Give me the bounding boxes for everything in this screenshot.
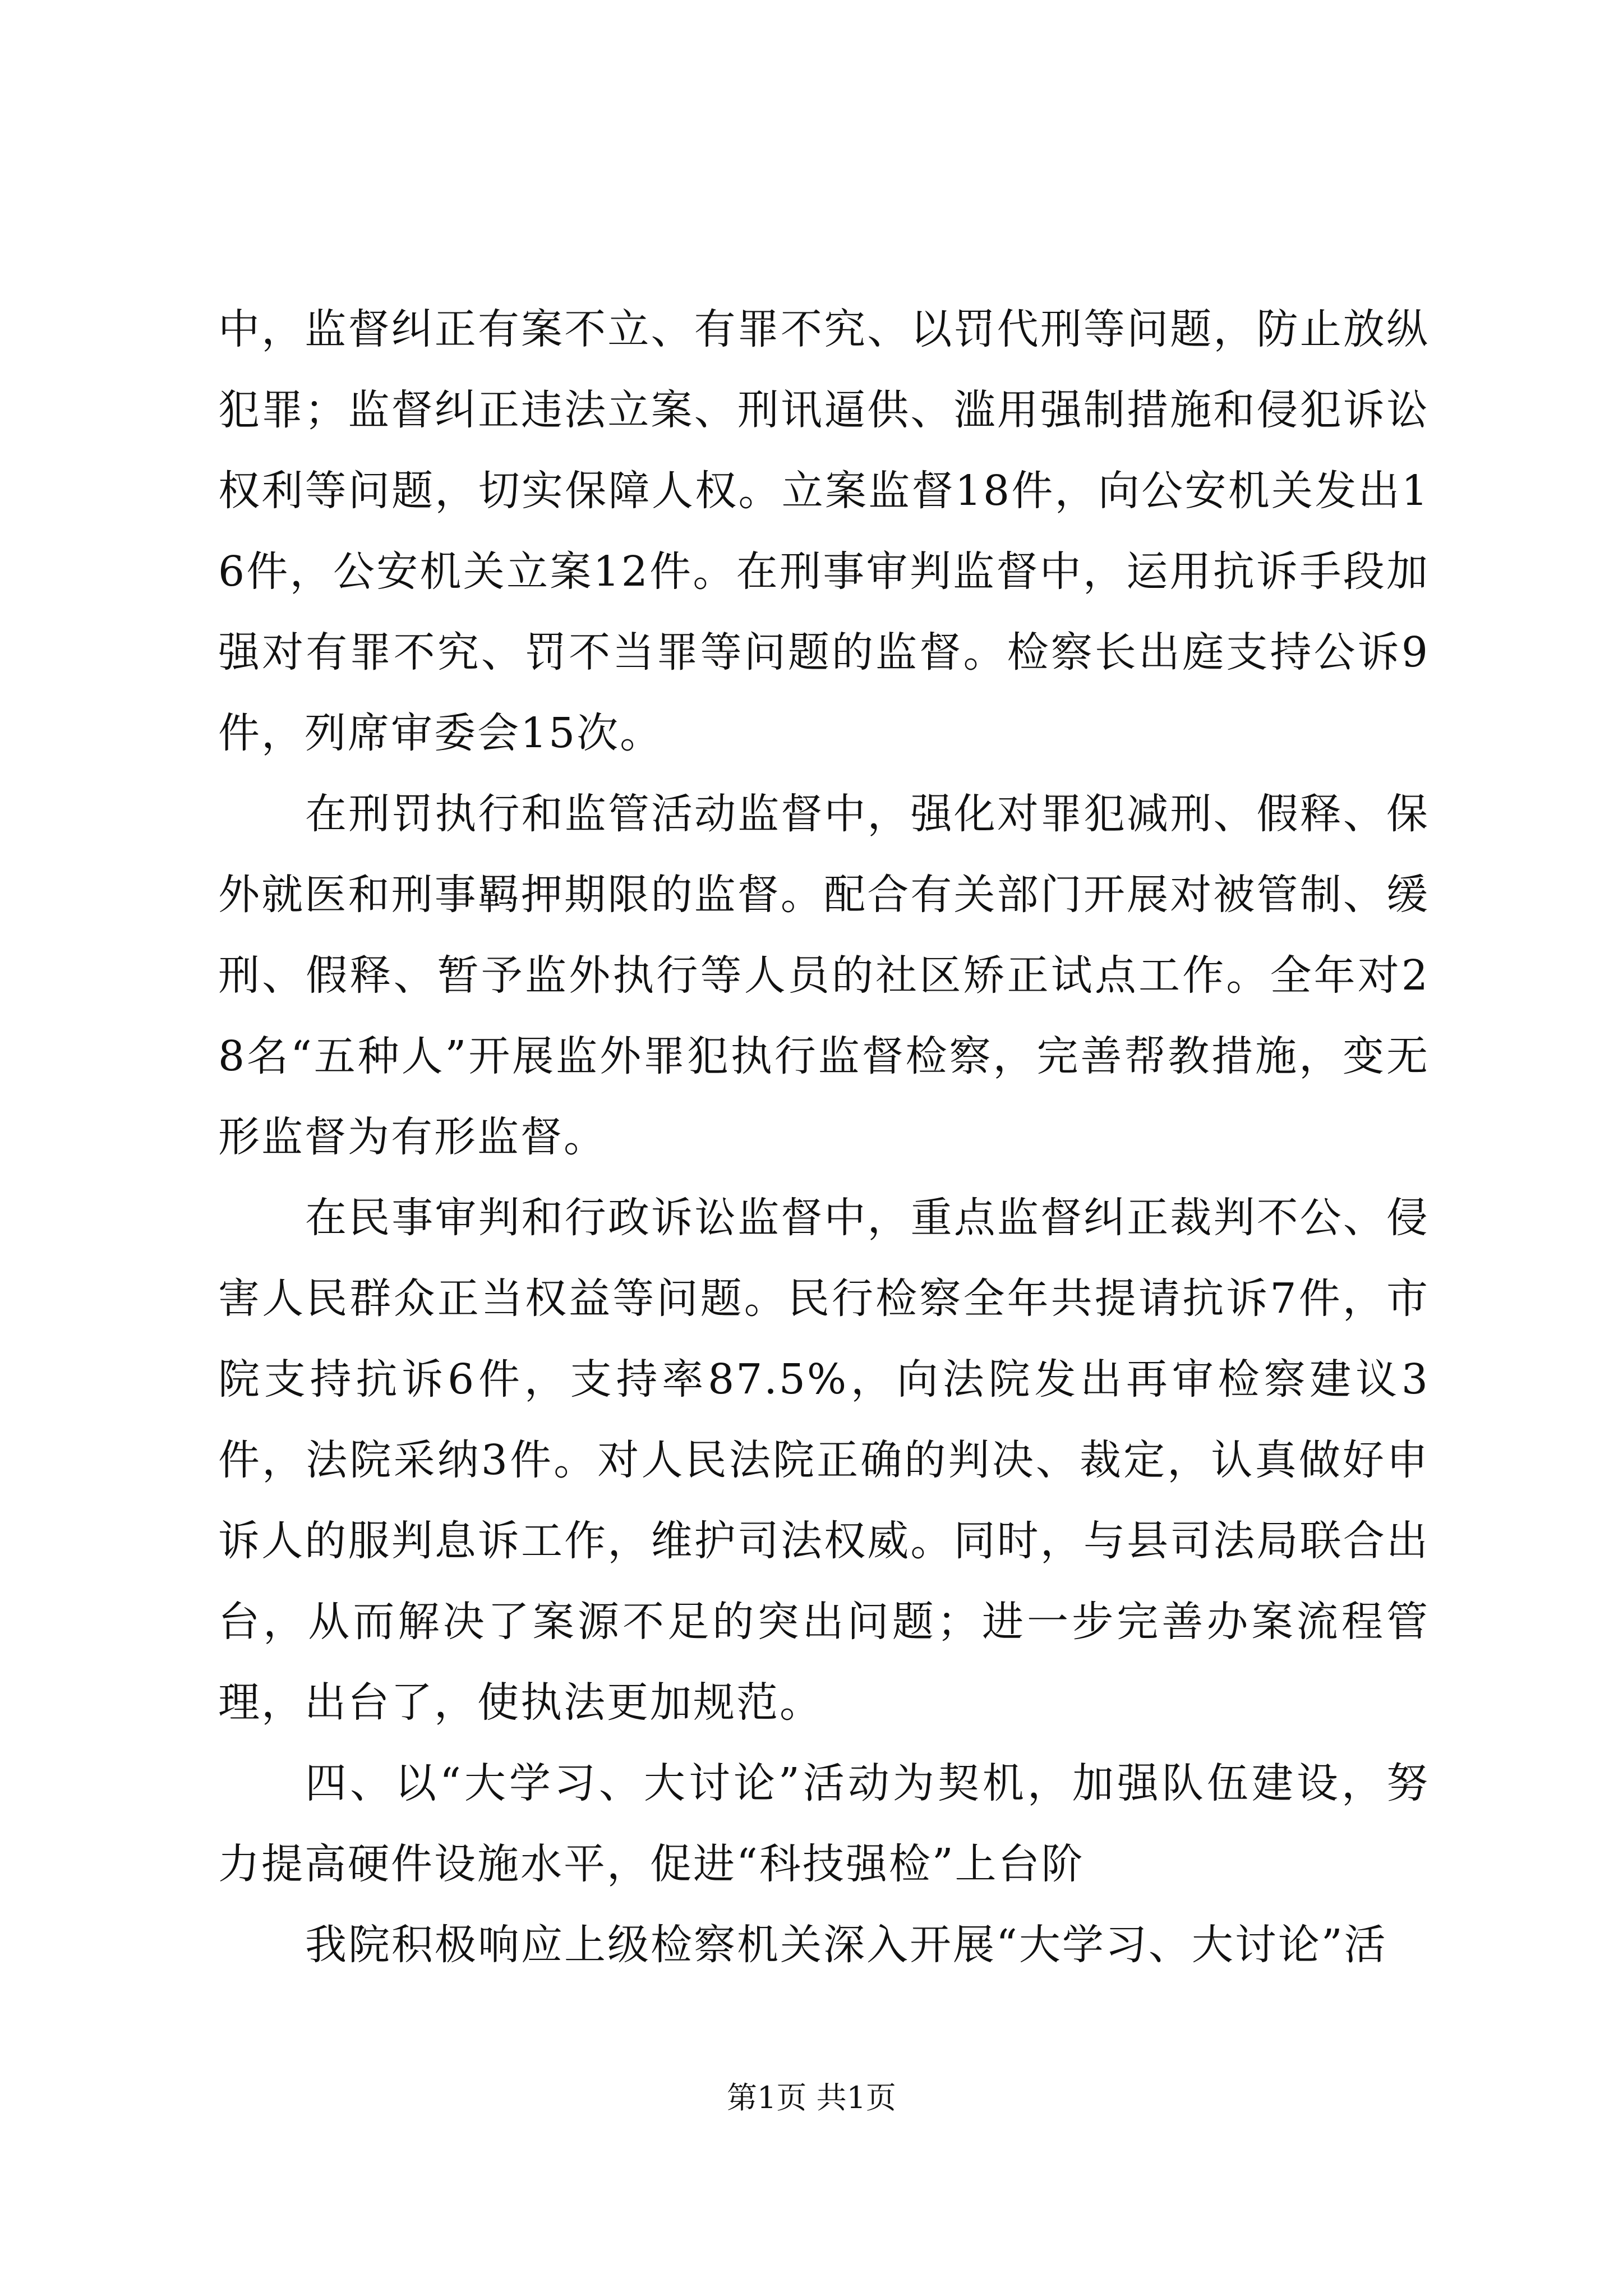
paragraph-civil-administrative: 在民事审判和行政诉讼监督中，重点监督纠正裁判不公、侵害人民群众正当权益等问题。民行检察全年共提请抗诉7件，市院支持抗诉6件，支持率87.5%，向法院发出再审检察建议3件，法院采纳3件。对人民法院正确的判决、裁定，认真做好申诉人的服判息诉工作，维护司法权威。同时，与县司法局联合出台，从而解决了案源不足的突出问题；进一步完善办案流程管理，出台了，使执法更加规范。 bbox=[218, 1194, 1430, 1727]
paragraph-penalty-execution: 在刑罚执行和监管活动监督中，强化对罪犯减刑、假释、保外就医和刑事羁押期限的监督。配合有关部门开展对被管制、缓刑、假释、暂予监外执行等人员的社区矫正试点工作。全年对28名“五种人”开展监外罪犯执行监督检察，完善帮教措施，变无形监督为有形监督。 bbox=[218, 790, 1430, 1161]
page-number-label: 第1页 共1页 bbox=[727, 2080, 896, 2115]
document-body bbox=[218, 289, 1430, 1985]
paragraph-supervision-cases: 中，监督纠正有案不立、有罪不究、以罚代刑等问题，防止放纵犯罪；监督纠正违法立案、刑讯逼供、滥用强制措施和侵犯诉讼权利等问题，切实保障人权。立案监督18件，向公安机关发出16件，公安机关立案12件。在刑事审判监督中，运用抗诉手段加强对有罪不究、罚不当罪等问题的监督。检察长出庭支持公诉9件，列席审委会15次。 bbox=[218, 305, 1430, 757]
section-heading-four: 四、以“大学习、大讨论”活动为契机，加强队伍建设，努力提高硬件设施水平，促进“科技强检”上台阶 bbox=[218, 1759, 1430, 1888]
paragraph-study-discussion: 我院积极响应上级检察机关深入开展“大学习、大讨论”活 bbox=[305, 1921, 1387, 1969]
page-footer bbox=[0, 2076, 1623, 2120]
